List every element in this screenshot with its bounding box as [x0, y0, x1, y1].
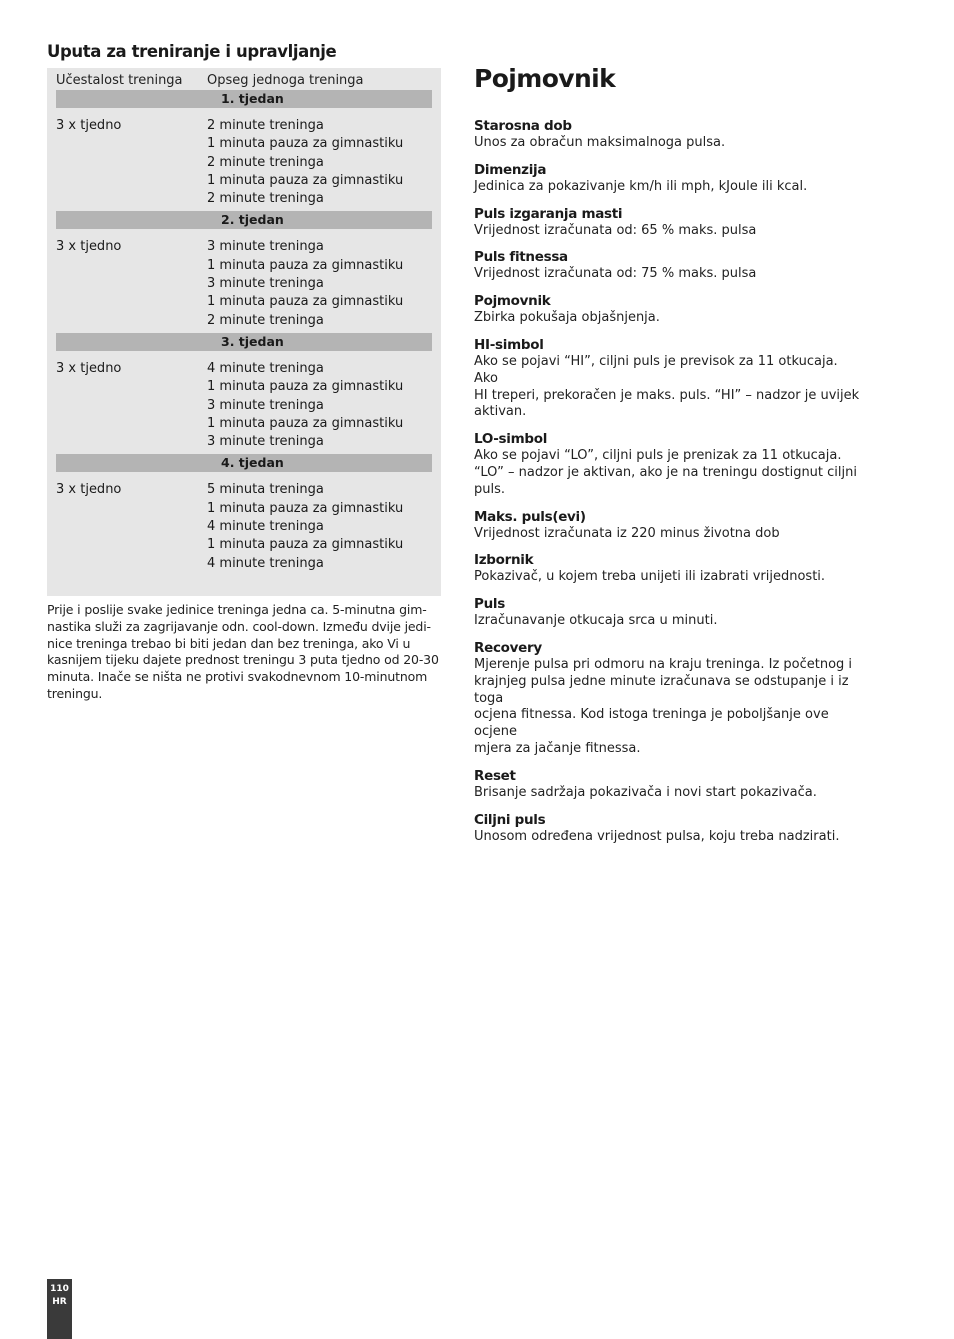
- week-step: 1 minuta pauza za gimnastiku: [207, 172, 404, 188]
- week-step: 1 minuta pauza za gimnastiku: [207, 415, 404, 431]
- term-description: “LO” – nadzor je aktivan, ako je na treningu dostignut ciljni: [474, 464, 857, 480]
- week-step: 4 minute treninga: [207, 519, 324, 535]
- week-steps: [207, 117, 432, 208]
- week-step: 2 minute treninga: [207, 118, 324, 133]
- week-step: 3 minute treninga: [207, 276, 324, 292]
- term-description: Vrijednost izračunata od: 65 % maks. pulsa: [474, 222, 757, 238]
- week-frequency: 3 x tjedno: [56, 482, 122, 498]
- term-description: Brisanje sadržaja pokazivača i novi start pokazivača.: [474, 784, 817, 800]
- week-label: 4. tjedan: [56, 454, 432, 472]
- week-step: 4 minute treninga: [207, 555, 324, 571]
- term-description: Pokazivač, u kojem treba unijeti ili izabrati vrijednosti.: [474, 569, 826, 585]
- term-title: Starosna dob: [474, 118, 572, 134]
- note-line: nastika služi za zagrijavanje odn. cool-down. Između dvije jedi-: [47, 618, 431, 634]
- week-step: 2 minute treninga: [207, 191, 324, 207]
- term-title: Recovery: [474, 639, 542, 656]
- glossary-term: [474, 249, 864, 283]
- term-title: Izbornik: [474, 552, 534, 569]
- week-steps: [207, 238, 432, 329]
- glossary-term: [474, 509, 864, 543]
- glossary-title: Pojmovnik: [474, 64, 616, 93]
- weeks-list: [56, 90, 432, 576]
- term-description: Jedinica za pokazivanje km/h ili mph, kJoule ili kcal.: [474, 178, 808, 194]
- week-step: 1 minuta pauza za gimnastiku: [207, 379, 404, 395]
- note-line: treningu.: [47, 685, 103, 701]
- glossary-term: [474, 768, 864, 802]
- term-description: Zbirka pokušaja objašnjenja.: [474, 310, 660, 326]
- term-title: Puls fitnessa: [474, 249, 568, 266]
- week-step: 3 minute treninga: [207, 397, 324, 413]
- glossary-list: [474, 118, 864, 845]
- week-frequency: 3 x tjedno: [56, 360, 122, 376]
- term-title: Pojmovnik: [474, 293, 551, 310]
- glossary-term: [474, 431, 864, 498]
- week-label: 3. tjedan: [56, 333, 432, 351]
- glossary-term: [474, 118, 864, 152]
- term-title: Reset: [474, 767, 516, 784]
- week-step: 2 minute treninga: [207, 154, 324, 170]
- term-title: HI-simbol: [474, 336, 544, 353]
- week-row: [56, 472, 432, 575]
- term-description: Ako se pojavi “HI”, ciljni puls je previsok za 11 otkucaja. Ako: [474, 353, 838, 386]
- week-row: [56, 108, 432, 211]
- term-title: LO-simbol: [474, 431, 548, 448]
- glossary-term: [474, 596, 864, 630]
- term-description: Unos za obračun maksimalnoga pulsa.: [474, 135, 726, 150]
- term-description: mjera za jačanje fitnessa.: [474, 740, 641, 756]
- term-title: Puls izgaranja masti: [474, 205, 623, 222]
- term-description: Izračunavanje otkucaja srca u minuti.: [474, 613, 718, 629]
- week-steps: [207, 360, 432, 451]
- note-line: minuta. Inače se ništa ne protivi svakodnevnom 10-minutnom: [47, 669, 428, 685]
- term-description: krajnjeg pulsa jedne minute izračunava se odstupanje i iz toga: [474, 673, 849, 706]
- term-description: Mjerenje pulsa pri odmoru na kraju treninga. Iz početnog i: [474, 656, 853, 672]
- term-title: Maks. puls(evi): [474, 508, 586, 525]
- training-section: [47, 42, 441, 703]
- week-step: 2 minute treninga: [207, 312, 324, 328]
- glossary-section: [474, 62, 864, 855]
- header-frequency: Učestalost treninga: [56, 73, 183, 88]
- term-title: Dimenzija: [474, 161, 547, 178]
- term-description: Ako se pojavi “LO”, ciljni puls je prenizak za 11 otkucaja.: [474, 448, 842, 464]
- training-plan-table: [47, 68, 441, 596]
- glossary-term: [474, 812, 864, 846]
- week-step: 5 minuta treninga: [207, 482, 324, 498]
- week-step: 1 minuta pauza za gimnastiku: [207, 500, 404, 516]
- training-note: [47, 602, 441, 703]
- week-step: 3 minute treninga: [207, 434, 324, 450]
- glossary-term: [474, 640, 864, 758]
- week-frequency: 3 x tjedno: [56, 239, 122, 255]
- week-step: 1 minuta pauza za gimnastiku: [207, 294, 404, 310]
- week-steps: [207, 481, 432, 572]
- week-step: 1 minuta pauza za gimnastiku: [207, 257, 404, 273]
- note-line: kasnijem tijeku dajete prednost treningu 3 puta tjedno od 20-30: [47, 652, 439, 668]
- page-number-tab: [47, 1279, 72, 1339]
- week-step: 4 minute treninga: [207, 360, 324, 376]
- week-label: 2. tjedan: [56, 211, 432, 229]
- glossary-term: [474, 337, 864, 421]
- week-label: 1. tjedan: [56, 90, 432, 108]
- term-description: Unosom određena vrijednost pulsa, koju treba nadzirati.: [474, 828, 840, 844]
- term-title: Ciljni puls: [474, 811, 546, 828]
- page-number: 110: [50, 1284, 69, 1294]
- term-description: puls.: [474, 481, 506, 497]
- week-row: [56, 351, 432, 454]
- term-description: Vrijednost izračunata od: 75 % maks. pulsa: [474, 266, 757, 282]
- glossary-term: [474, 293, 864, 327]
- note-line: Prije i poslije svake jedinice treninga jedna ca. 5-minutna gim-: [47, 601, 427, 617]
- glossary-term: [474, 206, 864, 240]
- header-scope: Opseg jednoga treninga: [207, 73, 364, 88]
- week-frequency: 3 x tjedno: [56, 118, 122, 133]
- week-step: 1 minuta pauza za gimnastiku: [207, 136, 404, 152]
- term-description: Vrijednost izračunata iz 220 minus životna dob: [474, 525, 780, 541]
- glossary-term: [474, 162, 864, 196]
- term-description: ocjena fitnessa. Kod istoga treninga je poboljšanje ove ocjene: [474, 707, 829, 740]
- term-title: Puls: [474, 596, 505, 613]
- term-description: aktivan.: [474, 404, 527, 420]
- table-header: [56, 72, 432, 90]
- note-line: nice treninga trebao bi biti jedan dan bez treninga, ako Vi u: [47, 635, 411, 651]
- glossary-term: [474, 552, 864, 586]
- training-heading: Uputa za treniranje i upravljanje: [47, 42, 337, 61]
- term-description: HI treperi, prekoračen je maks. puls. “HI” – nadzor je uvijek: [474, 387, 860, 403]
- week-row: [56, 229, 432, 332]
- language-code: HR: [52, 1297, 67, 1307]
- week-step: 3 minute treninga: [207, 239, 324, 255]
- week-step: 1 minuta pauza za gimnastiku: [207, 537, 404, 553]
